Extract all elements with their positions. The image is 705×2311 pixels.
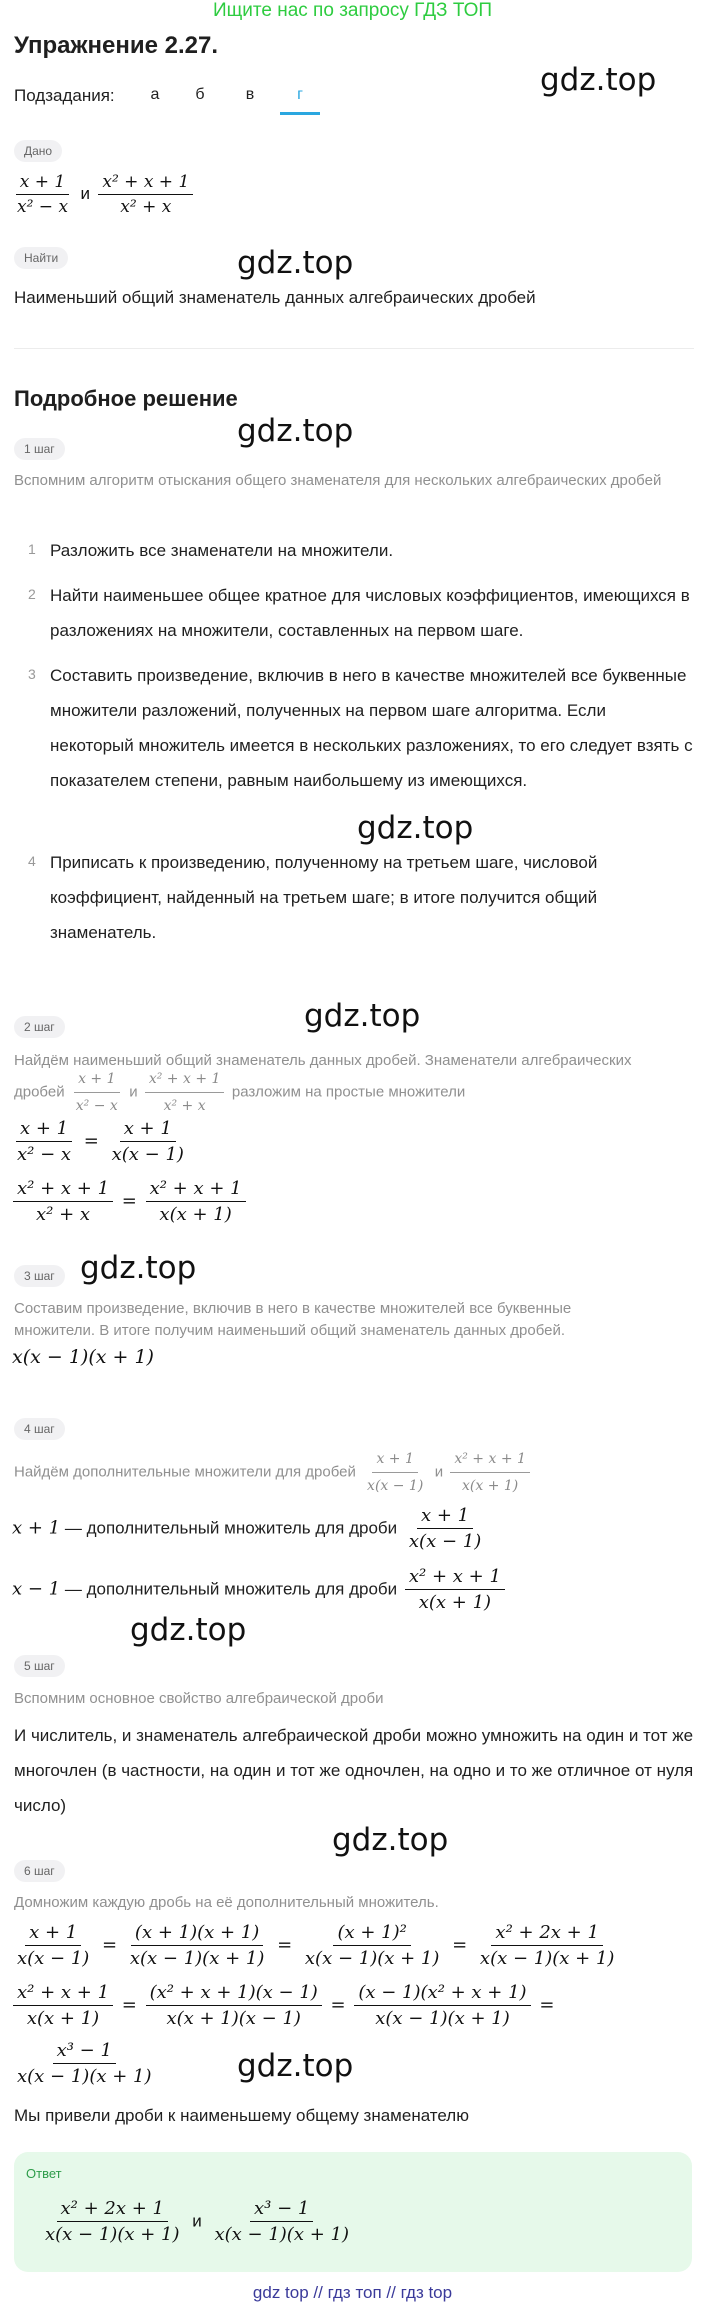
answer-chip: Ответ [14, 2162, 74, 2185]
step-4-line-1: x + 1 — дополнительный множитель для дроби $\frac{x + 1}{x(x - 1)}$ [12, 1505, 482, 1552]
algorithm-item-4: 4 Приписать к произведению, полученному на третьем шаге, числовой коэффициент, найденный на третьем шаге; в итоге получится общий знаменатель. [28, 853, 598, 942]
subtasks-label: Подзадания: [14, 86, 115, 105]
given-fraction-2: $\frac{\text{x² + x + 1}}{\text{x² + x}}$ [98, 172, 193, 217]
step-5-hint: Вспомним основное свойство алгебраической дроби [14, 1690, 384, 1707]
search-banner: Ищите нас по запросу ГДЗ ТОП [212, 0, 493, 21]
step-2-equation-2: $\frac{\text{x² + x + 1}}{\text{x² + x}}$ = $\frac{\text{x² + x + 1}}{x(x + 1)}$ [10, 1178, 249, 1225]
step-6-conclusion: Мы привели дроби к наименьшему общему знаменателю [14, 2106, 469, 2125]
subtask-tab-g[interactable]: г [297, 86, 303, 103]
step-4-line-2: x − 1 — дополнительный множитель для дроби $\frac{\text{x² + x + 1}}{x(x + 1)}$ [12, 1566, 508, 1613]
step-2-chip: 2 шаг [14, 1016, 65, 1038]
step-6-equation-2: $\frac{\text{x² + x + 1}}{x(x + 1)}$ = $\frac{\text{(x² + x + 1)(x − 1)}}{x(x + 1)(x - 1)}$ = $\frac{\text{(x − 1)(x² + x + 1)}}{x(x - 1)(x + 1)}$ = [10, 1982, 554, 2029]
subtask-tab-a[interactable]: а [150, 86, 160, 103]
footer-links[interactable]: gdz top // гдз топ // гдз top [252, 2283, 453, 2302]
watermark: gdz.top [80, 1250, 197, 1286]
watermark: gdz.top [237, 2048, 354, 2084]
step-3-chip: 3 шаг [14, 1265, 65, 1287]
watermark: gdz.top [332, 1822, 449, 1858]
find-chip: Найти [14, 247, 68, 269]
step-4-hint: Найдём дополнительные множители для дробей $\frac{x + 1}{x(x - 1)}$ и $\frac{\text{x² + x + 1}}{x(x + 1)}$ [14, 1448, 533, 1497]
step-2-hint-line2: дробей $\frac{x + 1}{\text{x² − x}}$ и $\frac{\text{x² + x + 1}}{\text{x² + x}}$ разложим на простые множители [14, 1068, 465, 1117]
subtask-tab-v[interactable]: в [245, 86, 255, 103]
subtask-tab-b[interactable]: б [195, 86, 205, 103]
step-3-hint: Составим произведение, включив в него в качестве множителей все буквенные множители. В итоге получим наименьший общий знаменатель данных дробей. [14, 1300, 572, 1339]
section-divider [14, 348, 694, 349]
step-6-equation-1: $\frac{x + 1}{x(x - 1)}$ = $\frac{(x + 1)(x + 1)}{x(x - 1)(x + 1)}$ = $\frac{\text{(x + 1)²}}{x(x - 1)(x + 1)}$ = $\frac{\text{x² + 2x + 1}}{x(x - 1)(x + 1)}$ [17, 1922, 615, 1969]
step-1-chip: 1 шаг [14, 438, 65, 460]
step-3-expression: x(x − 1)(x + 1) [12, 1346, 154, 1368]
step-5-chip: 5 шаг [14, 1655, 65, 1677]
find-text: Наименьший общий знаменатель данных алгебраических дробей [14, 288, 536, 307]
step-2-equation-1: $\frac{x + 1}{\text{x² − x}}$ = $\frac{x + 1}{x(x - 1)}$ [17, 1118, 184, 1165]
step-2-hint: Найдём наименьший общий знаменатель данных дробей. Знаменатели алгебраических [14, 1052, 632, 1069]
step-6-chip: 6 шаг [14, 1860, 65, 1882]
algorithm-item-3: 3 Составить произведение, включив в него в качестве множителей все буквенные множители разложений, полученных на первом шаге алгоритма. Если некоторый множитель имеется в нескольких разложениях, то его следует взять с показателем степени, равным наибольшему из имеющихся. [28, 666, 693, 790]
watermark: gdz.top [237, 413, 354, 449]
page-title: Упражнение 2.27. [14, 32, 219, 59]
solution-title: Подробное решение [14, 386, 238, 411]
step-6-hint: Домножим каждую дробь на её дополнительный множитель. [14, 1894, 439, 1911]
watermark: gdz.top [237, 245, 354, 281]
watermark: gdz.top [304, 998, 421, 1034]
watermark: gdz.top [540, 62, 657, 98]
answer-fractions: $\frac{\text{x² + 2x + 1}}{x(x - 1)(x + 1)}$ и $\frac{\text{x³ − 1}}{x(x - 1)(x + 1)}$ [45, 2198, 349, 2245]
step-6-equation-3: $\frac{\text{x³ − 1}}{x(x - 1)(x + 1)}$ [17, 2040, 152, 2087]
active-tab-indicator [280, 112, 320, 115]
given-fraction-1: $\frac{x + 1}{\text{x² − x}}$ [17, 172, 69, 217]
watermark: gdz.top [130, 1612, 247, 1648]
watermark: gdz.top [357, 810, 474, 846]
given-fractions: $\frac{x + 1}{\text{x² − x}}$ и $\frac{\text{x² + x + 1}}{\text{x² + x}}$ [10, 172, 196, 217]
step-5-text: И числитель, и знаменатель алгебраической дроби можно умножить на один и тот же многочлен (в частности, на один и тот же одночлен, на одно и то же отличное от нуля число) [14, 1726, 694, 1815]
algorithm-item-2: 2 Найти наименьшее общее кратное для числовых коэффициентов, имеющихся в разложениях на множители, составленных на первом шаге. [28, 586, 690, 640]
algorithm-item-1: 1 Разложить все знаменатели на множители. [28, 541, 394, 560]
given-chip: Дано [14, 140, 62, 162]
step-1-hint: Вспомним алгоритм отыскания общего знаменателя для нескольких алгебраических дробей [14, 472, 662, 489]
step-4-chip: 4 шаг [14, 1418, 65, 1440]
